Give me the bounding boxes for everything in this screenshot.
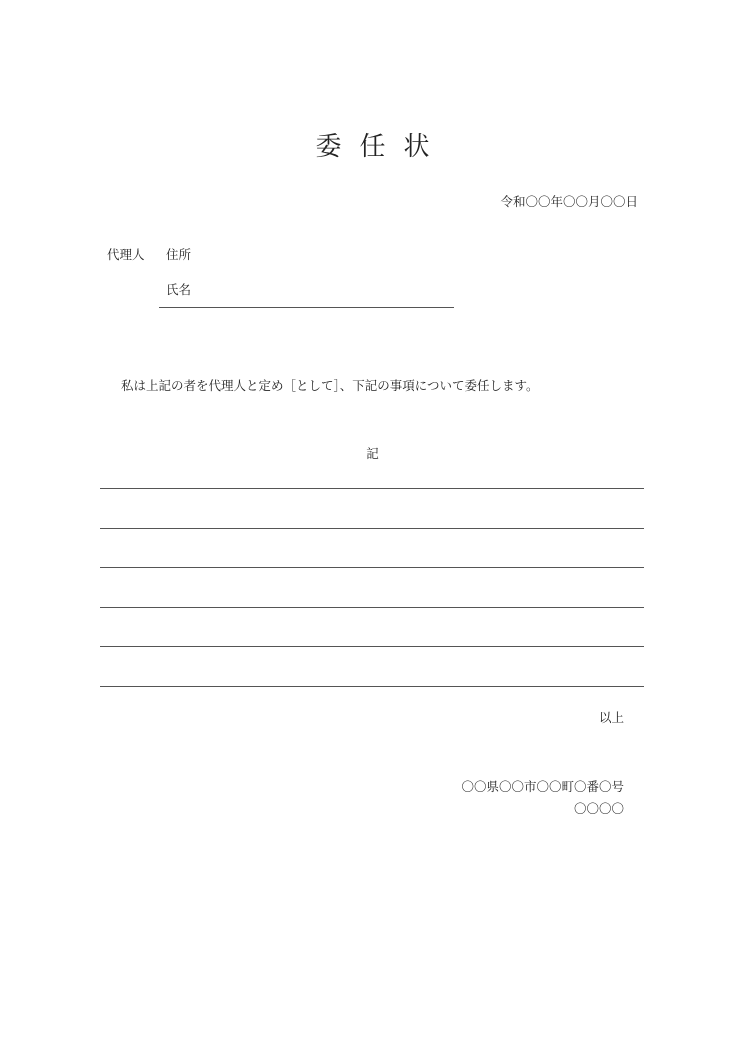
document-title: 委任状 xyxy=(315,132,448,162)
body-text: 私は上記の者を代理人と定め［として］、下記の事項について委任します。 xyxy=(121,378,539,393)
closing: 以上 xyxy=(598,710,624,725)
item-line xyxy=(100,646,644,647)
item-line xyxy=(100,528,644,529)
item-line xyxy=(100,488,644,489)
principal-address: 〇〇県〇〇市〇〇町〇番〇号 xyxy=(461,779,624,794)
principal-name: 〇〇〇〇 xyxy=(573,801,624,816)
date: 令和〇〇年〇〇月〇〇日 xyxy=(500,194,638,209)
item-line xyxy=(100,607,644,608)
name-label: 氏名 xyxy=(166,282,192,297)
name-underline xyxy=(159,307,454,308)
agent-label: 代理人 xyxy=(107,247,145,262)
item-line xyxy=(100,567,644,568)
address-label: 住所 xyxy=(166,247,192,262)
item-line xyxy=(100,686,644,687)
ki-heading: 記 xyxy=(366,446,379,461)
